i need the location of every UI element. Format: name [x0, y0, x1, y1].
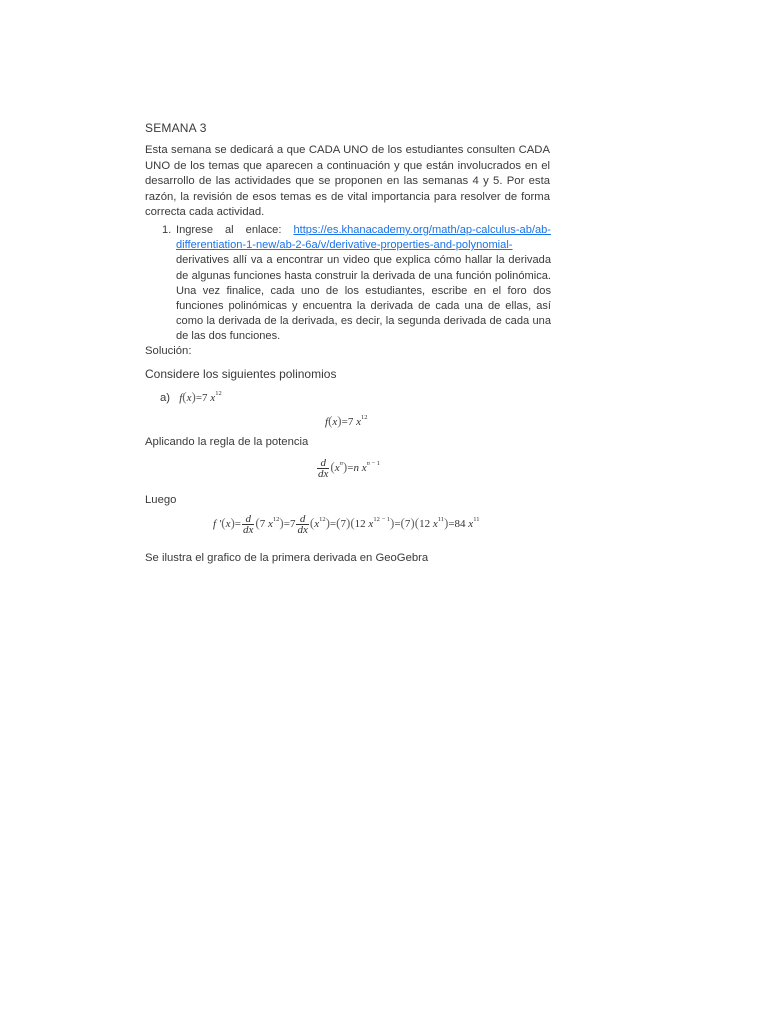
derivative-formula: f ′(x)= $\frac{d}{dx}$ (7 $x^{12})=7$ $\frac{d}{dx}$ $(x^{12})=(7)(12$ $x^{12 - 1})=(7)(12$ $x^{11})=84$ $x^{11}$	[213, 513, 480, 536]
luego-text: Luego	[145, 494, 177, 506]
geogebra-text: Se ilustra el grafico de la primera derivada en GeoGebra	[145, 552, 429, 564]
power-rule-text: Aplicando la regla de la potencia	[145, 436, 309, 448]
part-a	[160, 389, 222, 405]
link-prefix: Ingrese al enlace:	[176, 224, 294, 236]
polynomial-inline: f(x)=7 $x^{12}$	[179, 389, 222, 404]
consider-text: Considere los siguientes polinomios	[145, 367, 337, 381]
power-rule-formula: $\frac{d}{dx}$ $(x^n)=n$ $x^{n - 1}$	[318, 457, 380, 480]
list-item-number: 1.	[162, 224, 172, 236]
khanacademy-link[interactable]: https://es.khanacademy.org/math/ap-calculus-ab/ab-differentiation-1-new/ab-2-6a/v/derivative-properties-and-polynomial-	[176, 224, 551, 252]
intro-paragraph: Esta semana se dedicará a que CADA UNO de los estudiantes consulten CADA UNO de los temas que aparecen a continuación y que están involucrados en el desarrollo de las actividades que se proponen en las semanas 4 y 5. Por esta razón, la revisión de esos temas es de vital importancia para resolver de forma correcta cada actividad.	[145, 144, 550, 219]
part-a-label: a)	[160, 392, 171, 404]
polynomial-centered: f(x)=7 $x^{12}$	[325, 413, 368, 428]
list-item-body	[176, 223, 551, 345]
page-heading: SEMANA 3	[145, 121, 207, 135]
solution-label: Solución:	[145, 345, 192, 357]
list-item-text: derivatives allí va a encontrar un video que explica cómo hallar la derivada de algunas funciones hasta construir la derivada de una función polinómica. Una vez finalice, cada uno de los estudiantes, escribe en el foro dos funciones polinómicas y encuentra la derivada de cada una de ellas, así como la derivada de la derivada, es decir, la segunda derivada de cada una de las dos funciones.	[176, 254, 551, 343]
